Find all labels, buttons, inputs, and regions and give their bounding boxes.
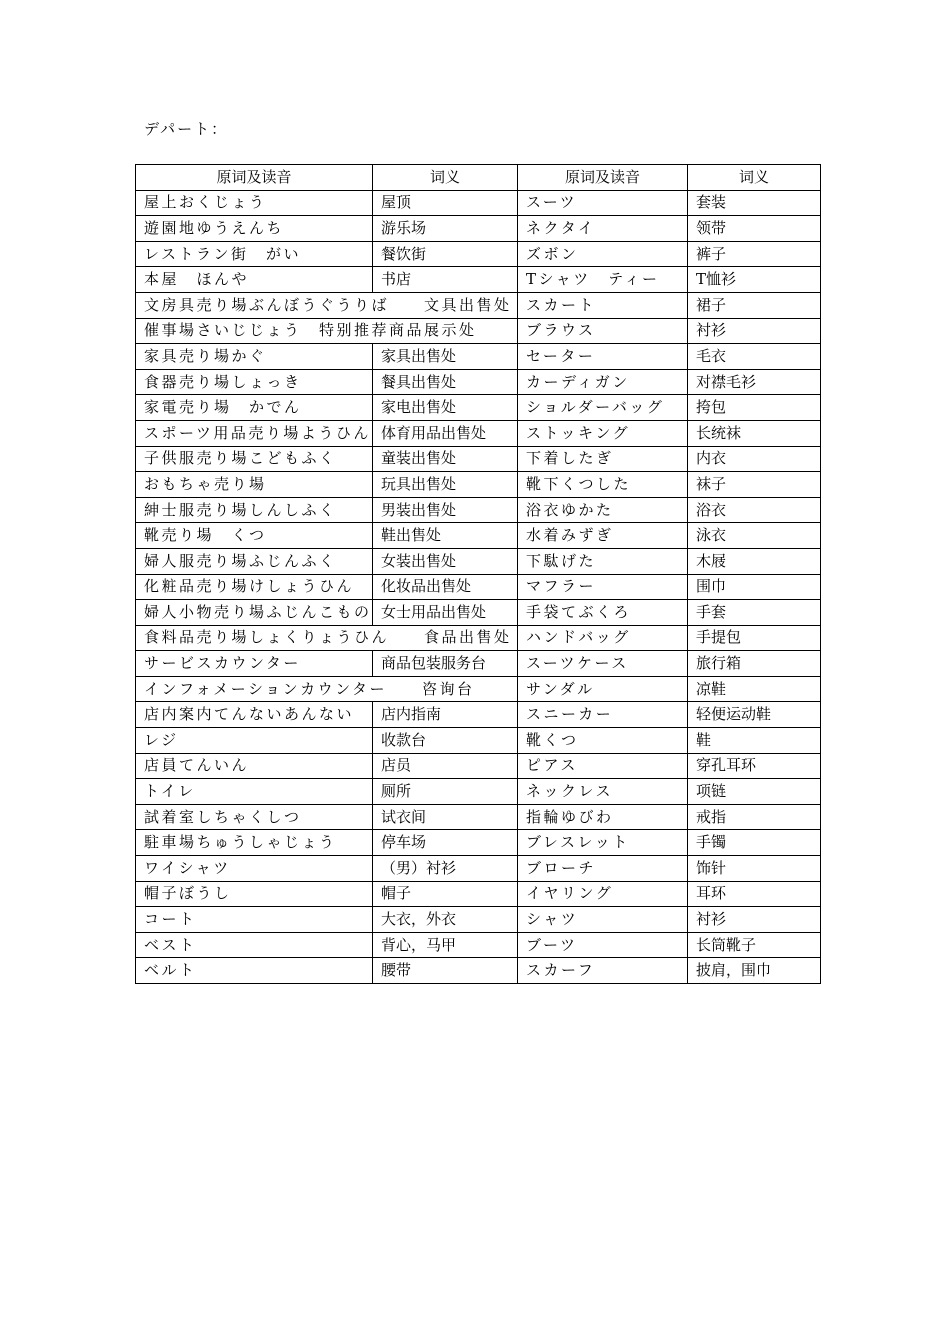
table-row: [136, 318, 821, 344]
meaning-cell: 童装出售处: [373, 446, 518, 472]
table-row: [136, 420, 821, 446]
meaning-cell: 女士用品出售处: [373, 600, 518, 626]
meaning-cell: 旅行箱: [688, 651, 821, 677]
meaning-cell: 商品包装服务台: [373, 651, 518, 677]
meaning-cell: 收款台: [373, 728, 518, 754]
original-word-cell: 子供服売り場こどもふく: [136, 446, 373, 472]
original-word-cell: ショルダーバッグ: [518, 395, 688, 421]
meaning-cell: 腰带: [373, 958, 518, 984]
original-word-cell: 下着したぎ: [518, 446, 688, 472]
original-word-cell: ネックレス: [518, 779, 688, 805]
original-word-cell: 水着みずぎ: [518, 523, 688, 549]
original-word-cell: ピアス: [518, 753, 688, 779]
original-word-cell: 下駄げた: [518, 548, 688, 574]
original-word-cell: 帽子ぼうし: [136, 881, 373, 907]
header-meaning: 词义: [688, 165, 821, 191]
table-row: [136, 241, 821, 267]
meaning-cell: 套装: [688, 190, 821, 216]
meaning-cell: 耳环: [688, 881, 821, 907]
meaning-cell: 家电出售处: [373, 395, 518, 421]
table-row: [136, 856, 821, 882]
meaning-cell: T恤衫: [688, 267, 821, 293]
original-word-cell: ブラウス: [518, 318, 688, 344]
original-word-cell: 家具売り場かぐ: [136, 344, 373, 370]
table-row: [136, 190, 821, 216]
meaning-cell: 化妆品出售处: [373, 574, 518, 600]
meaning-cell: 停车场: [373, 830, 518, 856]
table-row: [136, 344, 821, 370]
meaning-cell: 泳衣: [688, 523, 821, 549]
table-row: [136, 804, 821, 830]
table-row: [136, 600, 821, 626]
original-word-cell: 試着室しちゃくしつ: [136, 804, 373, 830]
header-meaning: 词义: [373, 165, 518, 191]
meaning-cell: 项链: [688, 779, 821, 805]
original-word-cell: ズボン: [518, 241, 688, 267]
original-word-cell: ベルト: [136, 958, 373, 984]
meaning-cell: 裙子: [688, 292, 821, 318]
original-word-cell: スポーツ用品売り場ようひん: [136, 420, 373, 446]
original-word-cell: 駐車場ちゅうしゃじょう: [136, 830, 373, 856]
table-row: [136, 830, 821, 856]
meaning-cell: 店员: [373, 753, 518, 779]
original-word-cell: ハンドバッグ: [518, 625, 688, 651]
table-row: [136, 881, 821, 907]
meaning-cell: 长统袜: [688, 420, 821, 446]
original-word-cell: スーツケース: [518, 651, 688, 677]
original-word-cell: 紳士服売り場しんしふく: [136, 497, 373, 523]
table-row: [136, 523, 821, 549]
header-row: [136, 165, 821, 191]
meaning-cell: 戒指: [688, 804, 821, 830]
table-row: [136, 932, 821, 958]
meaning-cell: 店内指南: [373, 702, 518, 728]
meaning-cell: 书店: [373, 267, 518, 293]
original-word-cell: 靴下くつした: [518, 472, 688, 498]
original-word-cell: カーディガン: [518, 369, 688, 395]
meaning-cell: 内衣: [688, 446, 821, 472]
original-word-cell: ブーツ: [518, 932, 688, 958]
meaning-cell: 手镯: [688, 830, 821, 856]
original-word-cell: 店内案内てんないあんない: [136, 702, 373, 728]
original-word-cell: トイレ: [136, 779, 373, 805]
table-row: [136, 446, 821, 472]
meaning-cell: 餐具出售处: [373, 369, 518, 395]
meaning-cell: 披肩，围巾: [688, 958, 821, 984]
meaning-cell: （男）衬衫: [373, 856, 518, 882]
table-row: [136, 676, 821, 702]
meaning-cell: 毛衣: [688, 344, 821, 370]
meaning-cell: 鞋: [688, 728, 821, 754]
meaning-cell: 木屐: [688, 548, 821, 574]
original-word-cell: スカート: [518, 292, 688, 318]
original-word-cell: おもちゃ売り場: [136, 472, 373, 498]
meaning-cell: 长筒靴子: [688, 932, 821, 958]
original-word-cell: マフラー: [518, 574, 688, 600]
original-word-cell: ブローチ: [518, 856, 688, 882]
meaning-cell: 餐饮街: [373, 241, 518, 267]
meaning-cell: 体育用品出售处: [373, 420, 518, 446]
merged-word-meaning-cell: 文房具売り場ぶんぼうぐうりば 文具出售处: [136, 292, 518, 318]
meaning-cell: 大衣，外衣: [373, 907, 518, 933]
original-word-cell: コート: [136, 907, 373, 933]
table-row: [136, 728, 821, 754]
merged-word-meaning-cell: インフォメーションカウンター 咨询台: [136, 676, 518, 702]
meaning-cell: 饰针: [688, 856, 821, 882]
meaning-cell: 玩具出售处: [373, 472, 518, 498]
original-word-cell: 浴衣ゆかた: [518, 497, 688, 523]
original-word-cell: 本屋 ほんや: [136, 267, 373, 293]
original-word-cell: 手袋てぶくろ: [518, 600, 688, 626]
table-row: [136, 369, 821, 395]
original-word-cell: 家電売り場 かでん: [136, 395, 373, 421]
table-row: [136, 574, 821, 600]
table-row: [136, 267, 821, 293]
original-word-cell: レストラン街 がい: [136, 241, 373, 267]
meaning-cell: 袜子: [688, 472, 821, 498]
original-word-cell: 指輪ゆびわ: [518, 804, 688, 830]
meaning-cell: 衬衫: [688, 907, 821, 933]
original-word-cell: ストッキング: [518, 420, 688, 446]
meaning-cell: 围巾: [688, 574, 821, 600]
table-row: [136, 753, 821, 779]
table-row: [136, 472, 821, 498]
table-row: [136, 958, 821, 984]
original-word-cell: 食器売り場しょっき: [136, 369, 373, 395]
original-word-cell: スーツ: [518, 190, 688, 216]
original-word-cell: 靴売り場 くつ: [136, 523, 373, 549]
original-word-cell: ベスト: [136, 932, 373, 958]
original-word-cell: イヤリング: [518, 881, 688, 907]
original-word-cell: Tシャツ ティー: [518, 267, 688, 293]
table-body: [136, 190, 821, 983]
original-word-cell: ワイシャツ: [136, 856, 373, 882]
meaning-cell: 领带: [688, 216, 821, 242]
original-word-cell: 靴くつ: [518, 728, 688, 754]
meaning-cell: 挎包: [688, 395, 821, 421]
meaning-cell: 帽子: [373, 881, 518, 907]
page-heading: デパート：: [144, 120, 229, 138]
meaning-cell: 手套: [688, 600, 821, 626]
original-word-cell: 店員てんいん: [136, 753, 373, 779]
meaning-cell: 对襟毛衫: [688, 369, 821, 395]
meaning-cell: 游乐场: [373, 216, 518, 242]
header-original-word: 原词及读音: [518, 165, 688, 191]
original-word-cell: 遊園地ゆうえんち: [136, 216, 373, 242]
original-word-cell: スニーカー: [518, 702, 688, 728]
meaning-cell: 浴衣: [688, 497, 821, 523]
table-row: [136, 651, 821, 677]
original-word-cell: サービスカウンター: [136, 651, 373, 677]
meaning-cell: 轻便运动鞋: [688, 702, 821, 728]
table-row: [136, 216, 821, 242]
original-word-cell: 婦人服売り場ふじんふく: [136, 548, 373, 574]
table-row: [136, 497, 821, 523]
original-word-cell: 化粧品売り場けしょうひん: [136, 574, 373, 600]
original-word-cell: セーター: [518, 344, 688, 370]
original-word-cell: 屋上おくじょう: [136, 190, 373, 216]
table-row: [136, 548, 821, 574]
table-row: [136, 702, 821, 728]
meaning-cell: 凉鞋: [688, 676, 821, 702]
meaning-cell: 男装出售处: [373, 497, 518, 523]
original-word-cell: シャツ: [518, 907, 688, 933]
table-row: [136, 907, 821, 933]
meaning-cell: 裤子: [688, 241, 821, 267]
meaning-cell: 厕所: [373, 779, 518, 805]
header-original-word: 原词及读音: [136, 165, 373, 191]
merged-word-meaning-cell: 食料品売り場しょくりょうひん 食品出售处: [136, 625, 518, 651]
original-word-cell: サンダル: [518, 676, 688, 702]
meaning-cell: 屋顶: [373, 190, 518, 216]
original-word-cell: ネクタイ: [518, 216, 688, 242]
original-word-cell: ブレスレット: [518, 830, 688, 856]
table-row: [136, 395, 821, 421]
original-word-cell: スカーフ: [518, 958, 688, 984]
meaning-cell: 鞋出售处: [373, 523, 518, 549]
table-row: [136, 779, 821, 805]
meaning-cell: 手提包: [688, 625, 821, 651]
vocabulary-table: [135, 164, 821, 984]
meaning-cell: 穿孔耳环: [688, 753, 821, 779]
table-row: [136, 292, 821, 318]
meaning-cell: 家具出售处: [373, 344, 518, 370]
original-word-cell: レジ: [136, 728, 373, 754]
table-row: [136, 625, 821, 651]
merged-word-meaning-cell: 催事場さいじじょう 特别推荐商品展示处: [136, 318, 518, 344]
meaning-cell: 衬衫: [688, 318, 821, 344]
meaning-cell: 背心，马甲: [373, 932, 518, 958]
original-word-cell: 婦人小物売り場ふじんこもの: [136, 600, 373, 626]
meaning-cell: 试衣间: [373, 804, 518, 830]
meaning-cell: 女装出售处: [373, 548, 518, 574]
